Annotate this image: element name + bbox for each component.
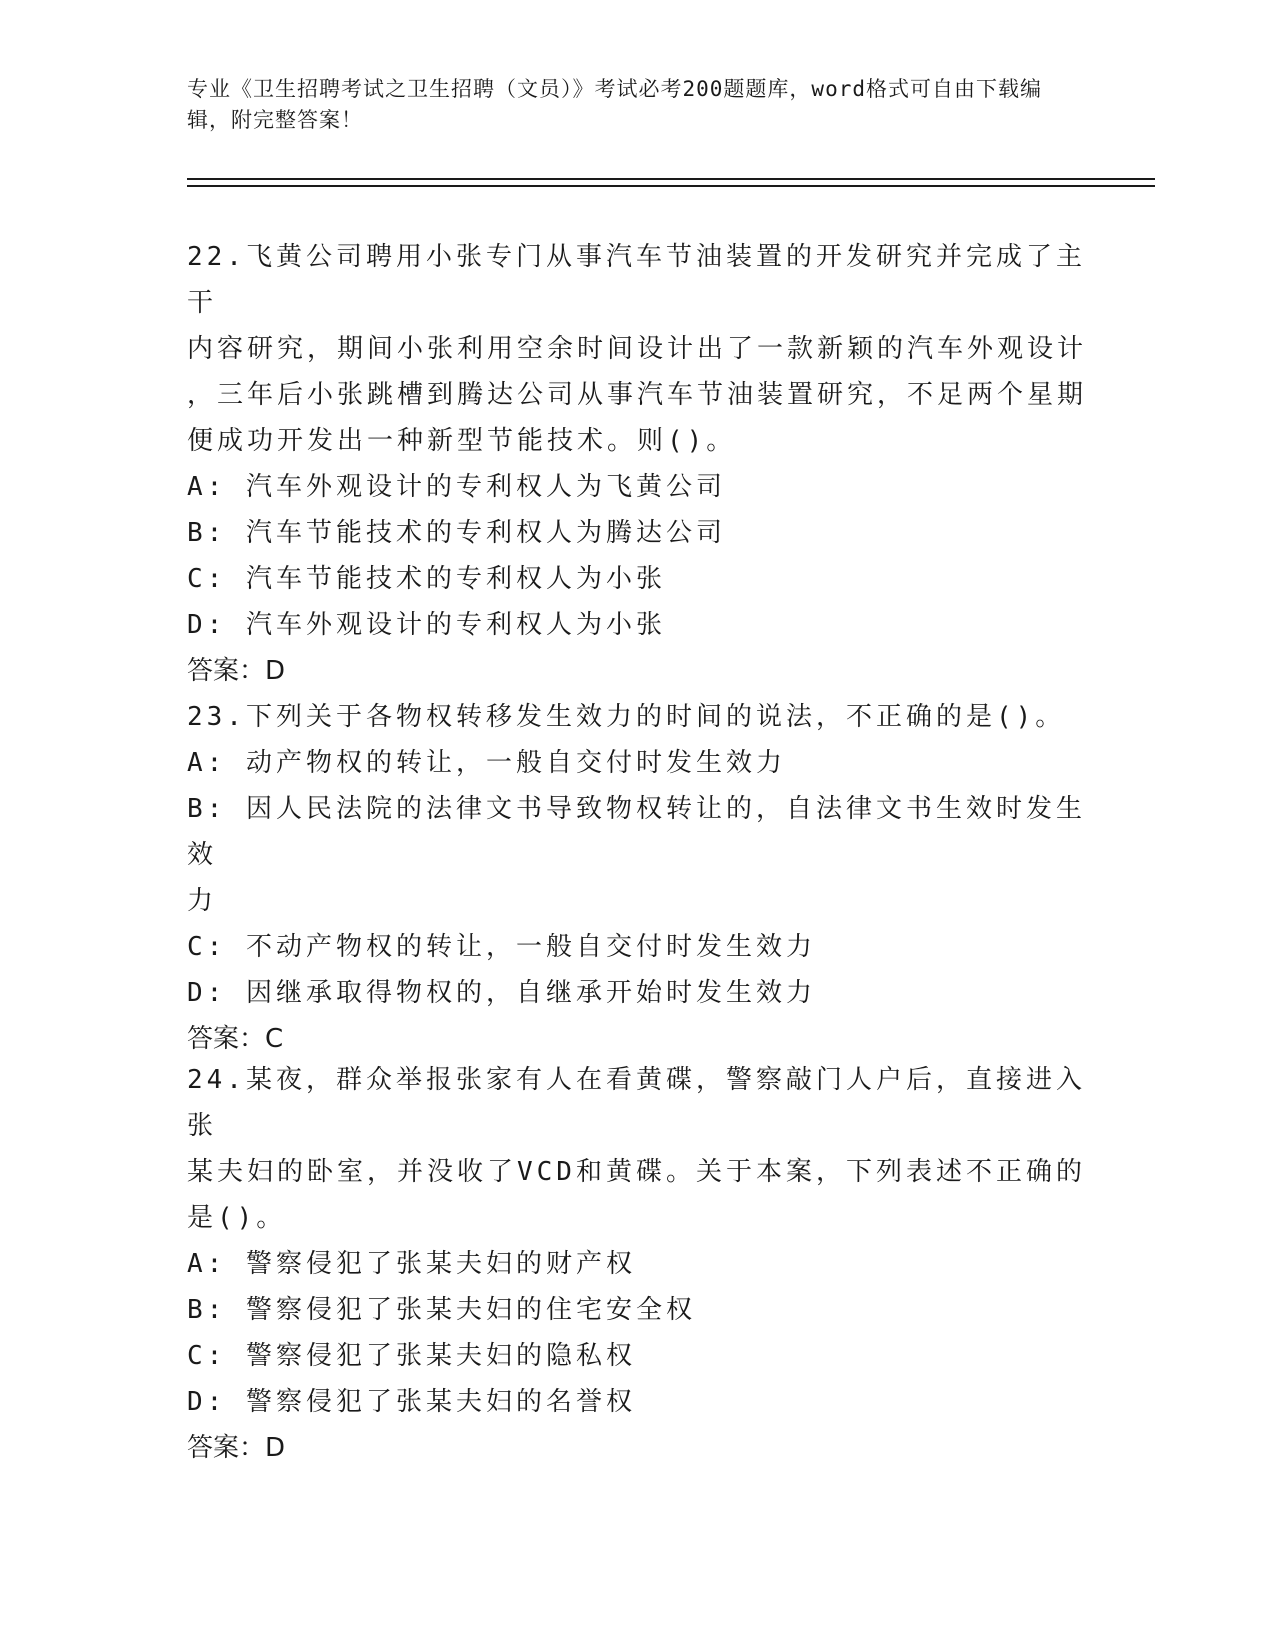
question-stem-line: 22.飞黄公司聘用小张专门从事汽车节油装置的开发研究并完成了主干 <box>187 242 1086 318</box>
question-22 <box>187 234 1087 694</box>
header-double-rule <box>187 178 1155 187</box>
question-stem-line: 是()。 <box>187 1203 287 1233</box>
option-b: B: 因人民法院的法律文书导致物权转让的，自法律文书生效时发生效 <box>187 794 1086 870</box>
question-stem-line: 23.下列关于各物权转移发生效力的时间的说法，不正确的是()。 <box>187 702 1066 732</box>
answer-line: 答案：D <box>187 656 286 686</box>
question-stem-line: ，三年后小张跳槽到腾达公司从事汽车节油装置研究，不足两个星期 <box>187 380 1088 410</box>
option-d: D: 警察侵犯了张某夫妇的名誉权 <box>187 1387 636 1417</box>
answer-line: 答案：D <box>187 1433 286 1463</box>
option-d: D: 汽车外观设计的专利权人为小张 <box>187 610 666 640</box>
question-23 <box>187 694 1087 1062</box>
option-b: B: 汽车节能技术的专利权人为腾达公司 <box>187 518 726 548</box>
option-a: A: 动产物权的转让，一般自交付时发生效力 <box>187 748 786 778</box>
option-d: D: 因继承取得物权的，自继承开始时发生效力 <box>187 978 816 1008</box>
option-b-continued: 力 <box>187 886 218 916</box>
document-header-note: 专业《卫生招聘考试之卫生招聘（文员）》考试必考200题题库，word格式可自由下载编辑，附完整答案！ <box>187 77 1042 132</box>
question-stem-line: 内容研究，期间小张利用空余时间设计出了一款新颖的汽车外观设计 <box>187 334 1088 364</box>
option-b: B: 警察侵犯了张某夫妇的住宅安全权 <box>187 1295 696 1325</box>
option-c: C: 警察侵犯了张某夫妇的隐私权 <box>187 1341 636 1371</box>
question-stem-line: 24.某夜，群众举报张家有人在看黄碟，警察敲门人户后，直接进入张 <box>187 1065 1086 1141</box>
option-a: A: 警察侵犯了张某夫妇的财产权 <box>187 1249 636 1279</box>
question-stem-line: 便成功开发出一种新型节能技术。则()。 <box>187 426 737 456</box>
option-a: A: 汽车外观设计的专利权人为飞黄公司 <box>187 472 726 502</box>
option-c: C: 不动产物权的转让，一般自交付时发生效力 <box>187 932 816 962</box>
answer-line: 答案：C <box>187 1024 284 1054</box>
question-stem-line: 某夫妇的卧室，并没收了VCD和黄碟。关于本案，下列表述不正确的 <box>187 1157 1086 1187</box>
question-24 <box>187 1057 1087 1471</box>
option-c: C: 汽车节能技术的专利权人为小张 <box>187 564 666 594</box>
